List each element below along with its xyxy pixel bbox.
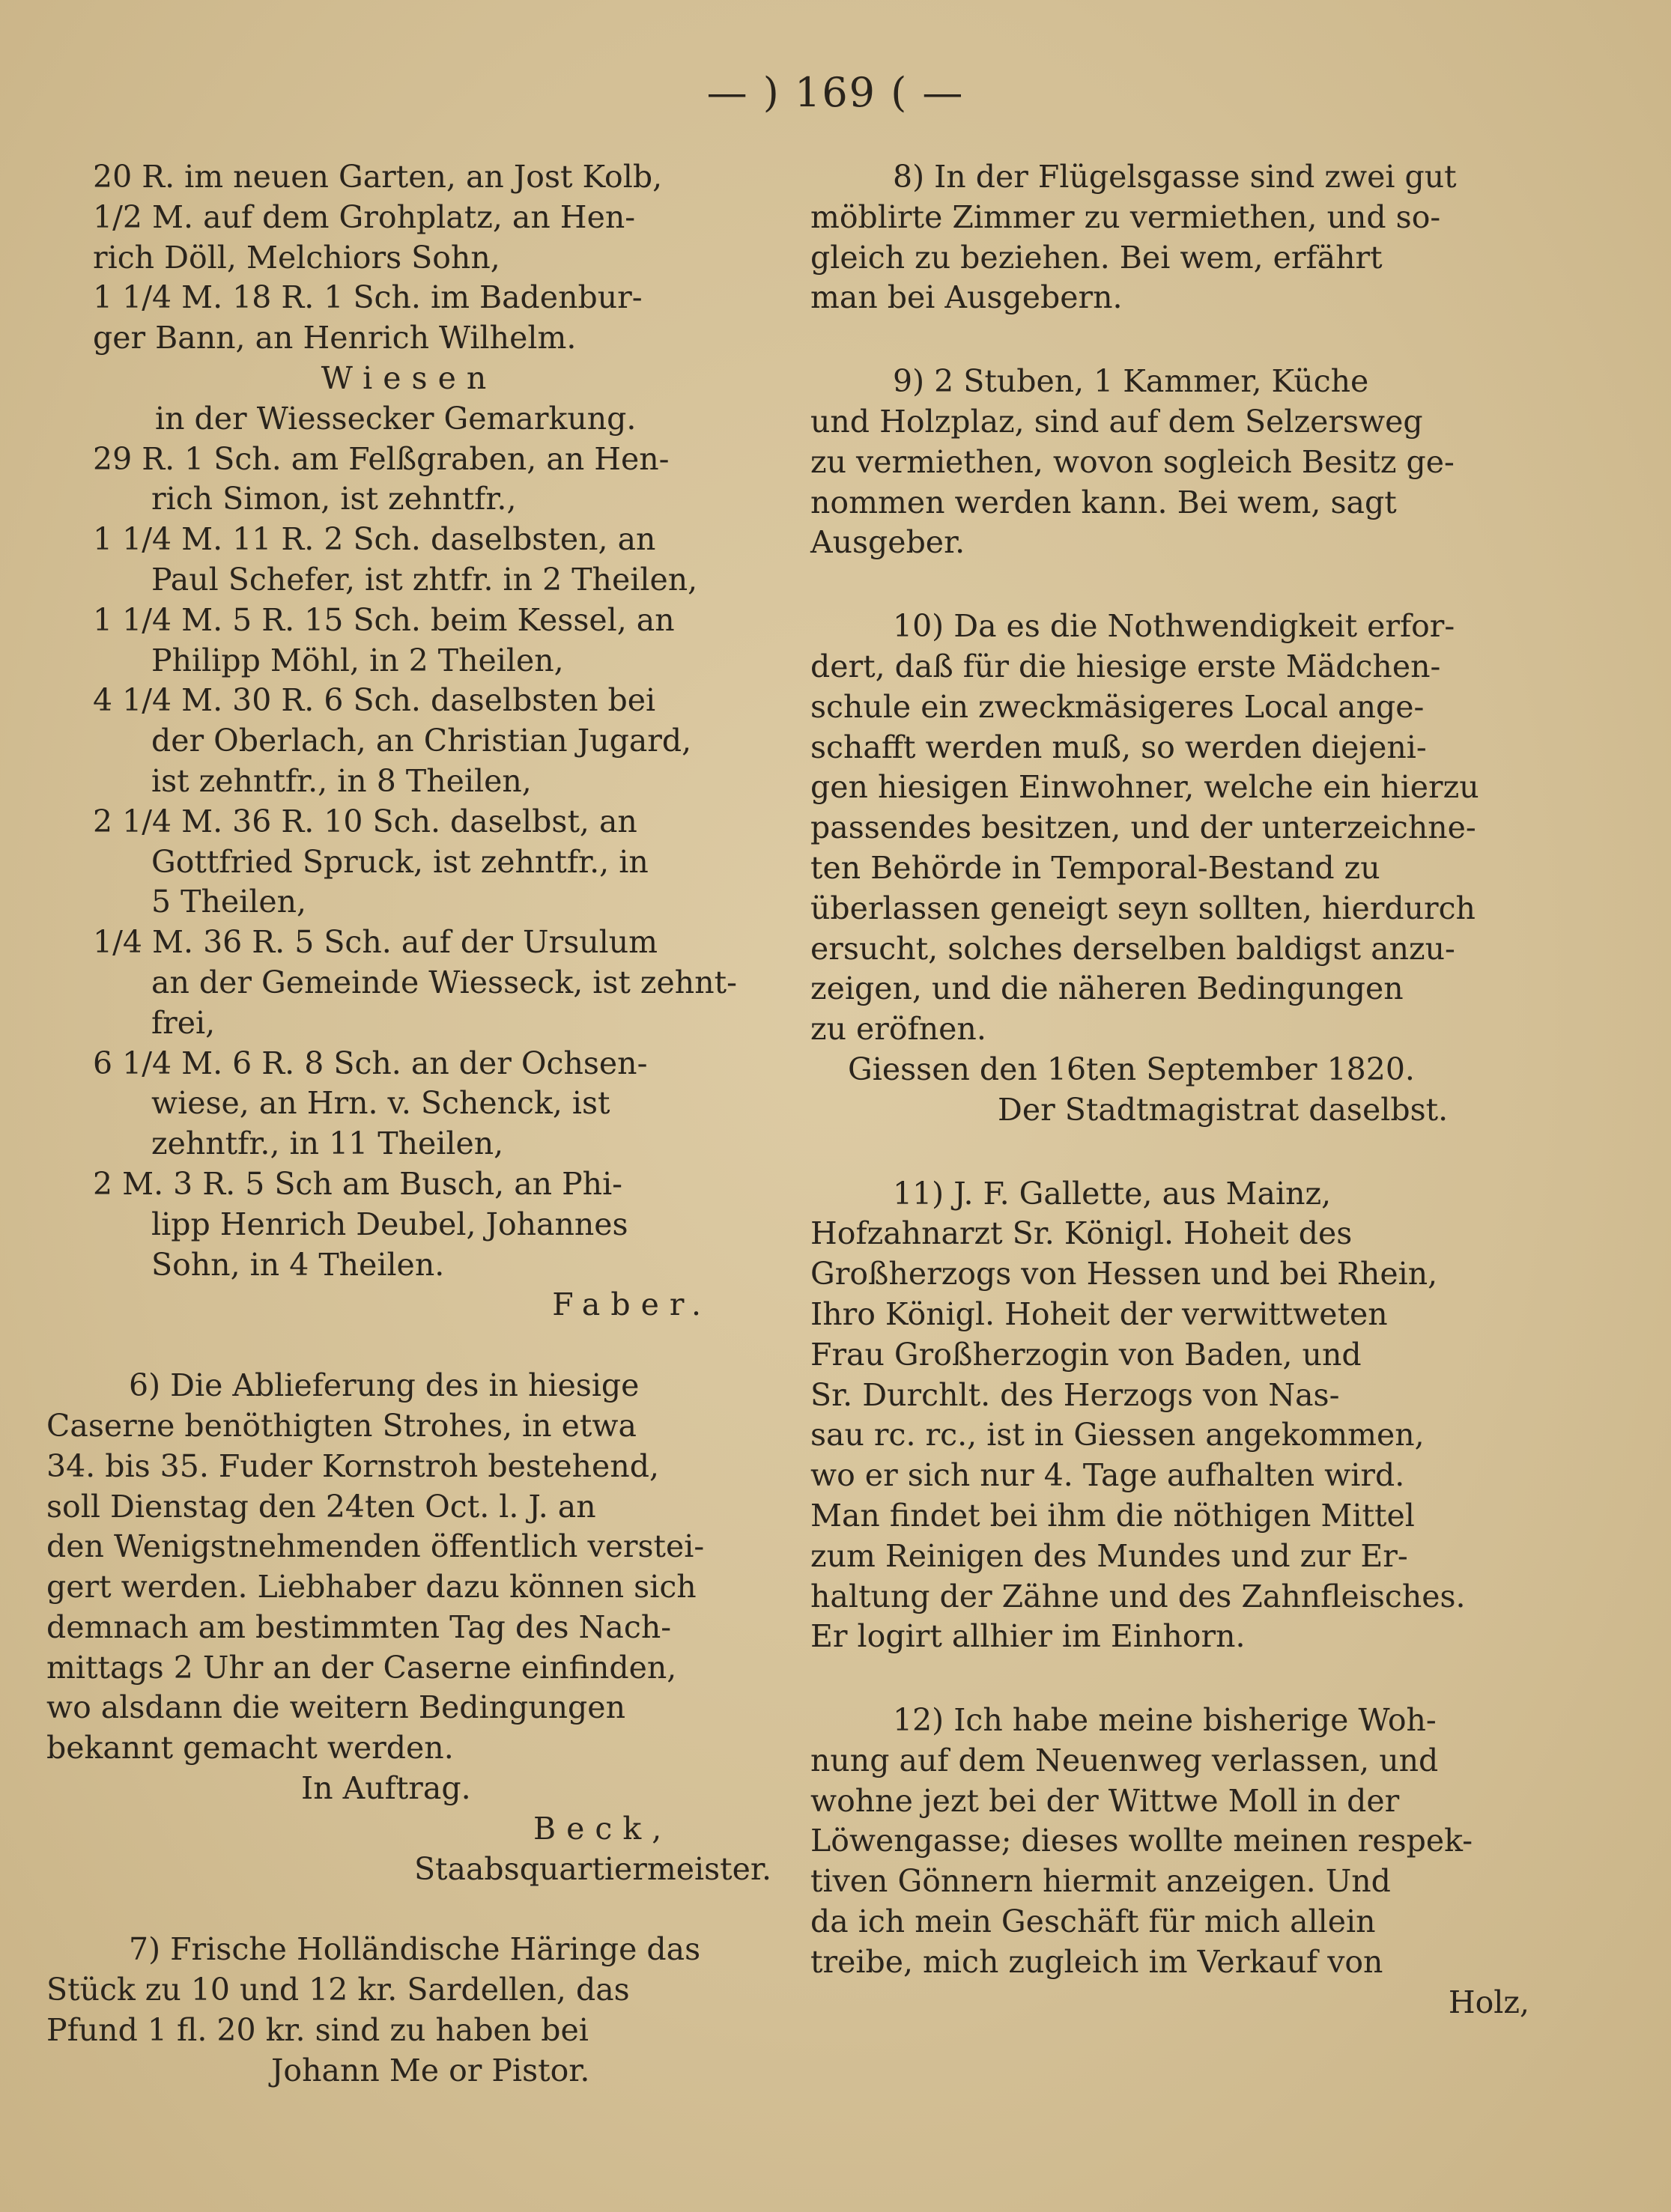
notice-line: gleich zu beziehen. Bei wem, erfährt bbox=[810, 239, 1383, 276]
list-item: 1 1/4 M. 18 R. 1 Sch. im Badenbur- bbox=[93, 279, 643, 316]
list-item: 1 1/4 M. 11 R. 2 Sch. daselbsten, an bbox=[93, 521, 656, 558]
page-number: — ) 169 ( — bbox=[706, 69, 965, 116]
catchword: Holz, bbox=[1448, 1984, 1529, 2020]
notice-line: Stück zu 10 und 12 kr. Sardellen, das bbox=[46, 1972, 630, 2008]
notice-line: gert werden. Liebhaber dazu können sich bbox=[46, 1569, 697, 1605]
notice-signature: Der Stadtmagistrat daselbst. bbox=[998, 1091, 1449, 1128]
notice-line: demnach am bestimmten Tag des Nach- bbox=[46, 1608, 672, 1645]
notice-line: Hofzahnarzt Sr. Königl. Hoheit des bbox=[810, 1215, 1353, 1252]
list-item: Paul Schefer, ist zhtfr. in 2 Theilen, bbox=[151, 561, 698, 598]
notice-11 bbox=[810, 1174, 1529, 1658]
notice-line: 6) Die Ablieferung des in hiesige bbox=[129, 1367, 640, 1404]
list-item: 1/4 M. 36 R. 5 Sch. auf der Ursulum bbox=[93, 924, 658, 961]
notice-line: soll Dienstag den 24ten Oct. l. J. an bbox=[46, 1488, 596, 1525]
notice-line: zeigen, und die näheren Bedingungen bbox=[810, 970, 1404, 1007]
notice-line: treibe, mich zugleich im Verkauf von bbox=[810, 1943, 1383, 1980]
list-item: 29 R. 1 Sch. am Felßgraben, an Hen- bbox=[93, 440, 670, 477]
notice-6 bbox=[46, 1366, 771, 1889]
list-item: 2 1/4 M. 36 R. 10 Sch. daselbst, an bbox=[93, 803, 637, 839]
notice-line: Er logirt allhier im Einhorn. bbox=[810, 1618, 1246, 1655]
meadow-list bbox=[46, 440, 771, 1286]
notice-line: zu vermiethen, wovon sogleich Besitz ge- bbox=[810, 443, 1455, 480]
notice-line: nung auf dem Neuenweg verlassen, und bbox=[810, 1742, 1439, 1778]
notice-line: 10) Da es die Nothwendigkeit erfor- bbox=[893, 608, 1455, 645]
notice-line: ersucht, solches derselben baldigst anzu- bbox=[810, 930, 1455, 967]
list-item: wiese, an Hrn. v. Schenck, ist bbox=[151, 1085, 610, 1122]
notice-line: zum Reinigen des Mundes und zur Er- bbox=[810, 1537, 1408, 1574]
left-column bbox=[46, 157, 771, 2091]
notice-line: passendes besitzen, und der unterzeichne- bbox=[810, 809, 1476, 846]
notice-line: wo alsdann die weitern Bedingungen bbox=[46, 1689, 625, 1726]
section-subheading: in der Wiessecker Gemarkung. bbox=[155, 400, 637, 437]
list-item: frei, bbox=[151, 1004, 216, 1041]
notice-line: wohne jezt bei der Wittwe Moll in der bbox=[810, 1782, 1400, 1819]
notice-line: Großherzogs von Hessen und bei Rhein, bbox=[810, 1256, 1438, 1292]
notice-line: da ich mein Geschäft für mich allein bbox=[810, 1903, 1376, 1940]
notice-line: überlassen geneigt seyn sollten, hierdurch bbox=[810, 890, 1476, 926]
notice-line: 8) In der Flügelsgasse sind zwei gut bbox=[893, 159, 1457, 195]
notice-signature-title: Staabsquartiermeister. bbox=[413, 1850, 771, 1887]
notice-line: haltung der Zähne und des Zahnfleisches. bbox=[810, 1578, 1466, 1614]
list-item: 20 R. im neuen Garten, an Jost Kolb, bbox=[93, 159, 663, 195]
list-item: an der Gemeinde Wiesseck, ist zehnt- bbox=[151, 964, 737, 1000]
notice-signature-name: Beck, bbox=[533, 1810, 673, 1847]
list-item: ger Bann, an Henrich Wilhelm. bbox=[93, 320, 577, 356]
notice-7 bbox=[46, 1930, 771, 2091]
notice-line: schule ein zweckmäsigeres Local ange- bbox=[810, 688, 1425, 725]
notice-line: 34. bis 35. Fuder Kornstroh bestehend, bbox=[46, 1447, 659, 1484]
notice-line: und Holzplaz, sind auf dem Selzersweg bbox=[810, 403, 1423, 440]
list-item: Gottfried Spruck, ist zehntfr., in bbox=[151, 843, 649, 880]
notice-line: nommen werden kann. Bei wem, sagt bbox=[810, 484, 1397, 520]
right-column bbox=[810, 157, 1529, 2023]
section-heading-wiesen: Wiesen bbox=[321, 359, 497, 396]
notice-12 bbox=[810, 1701, 1529, 2023]
list-item: Philipp Möhl, in 2 Theilen, bbox=[151, 642, 564, 678]
notice-line: gen hiesigen Einwohner, welche ein hierzu bbox=[810, 769, 1479, 806]
notice-line: tiven Gönnern hiermit anzeigen. Und bbox=[810, 1863, 1391, 1900]
notice-line: Ihro Königl. Hoheit der verwittweten bbox=[810, 1295, 1388, 1332]
notice-line: möblirte Zimmer zu vermiethen, und so- bbox=[810, 198, 1441, 235]
notice-line: sau rc. rc., ist in Giessen angekommen, bbox=[810, 1417, 1425, 1453]
notice-8 bbox=[810, 157, 1529, 318]
notice-line: Frau Großherzogin von Baden, und bbox=[810, 1336, 1362, 1373]
list-item: 1 1/4 M. 5 R. 15 Sch. beim Kessel, an bbox=[93, 601, 675, 638]
notice-line: Löwengasse; dieses wollte meinen respek- bbox=[810, 1823, 1473, 1859]
notice-auftrag: In Auftrag. bbox=[301, 1770, 471, 1807]
list-item: 5 Theilen, bbox=[151, 884, 307, 920]
notice-line: Pfund 1 fl. 20 kr. sind zu haben bei bbox=[46, 2012, 589, 2049]
signature-faber: Faber. bbox=[552, 1286, 712, 1323]
notice-line: wo er sich nur 4. Tage aufhalten wird. bbox=[810, 1457, 1405, 1494]
notice-line: mittags 2 Uhr an der Caserne einfinden, bbox=[46, 1649, 677, 1686]
notice-line: ten Behörde in Temporal-Bestand zu bbox=[810, 849, 1380, 886]
list-item: 1/2 M. auf dem Grohplatz, an Hen- bbox=[93, 198, 636, 235]
list-item: lipp Henrich Deubel, Johannes bbox=[151, 1206, 628, 1242]
notice-line: Sr. Durchlt. des Herzogs von Nas- bbox=[810, 1376, 1340, 1413]
notice-line: Ausgeber. bbox=[810, 524, 965, 561]
notice-line: zu eröfnen. bbox=[810, 1011, 986, 1048]
list-item: rich Simon, ist zehntfr., bbox=[151, 481, 517, 517]
notice-line: 7) Frische Holländische Häringe das bbox=[129, 1931, 701, 1968]
notice-line: dert, daß für die hiesige erste Mädchen- bbox=[810, 648, 1441, 684]
land-list-continued bbox=[46, 157, 771, 359]
notice-line: 9) 2 Stuben, 1 Kammer, Küche bbox=[893, 363, 1369, 400]
list-item: 6 1/4 M. 6 R. 8 Sch. an der Ochsen- bbox=[93, 1045, 648, 1081]
notice-9 bbox=[810, 362, 1529, 563]
notice-line: den Wenigstnehmenden öffentlich verstei- bbox=[46, 1528, 705, 1565]
notice-line: 12) Ich habe meine bisherige Woh- bbox=[893, 1702, 1437, 1739]
notice-line: bekannt gemacht werden. bbox=[46, 1730, 454, 1766]
notice-date: Giessen den 16ten September 1820. bbox=[848, 1051, 1415, 1087]
list-item: 4 1/4 M. 30 R. 6 Sch. daselbsten bei bbox=[93, 682, 656, 719]
list-item: zehntfr., in 11 Theilen, bbox=[151, 1125, 504, 1162]
list-item: Sohn, in 4 Theilen. bbox=[151, 1246, 445, 1283]
notice-line: Man findet bei ihm die nöthigen Mittel bbox=[810, 1497, 1415, 1534]
list-item: ist zehntfr., in 8 Theilen, bbox=[151, 762, 532, 799]
notice-line: Caserne benöthigten Strohes, in etwa bbox=[46, 1407, 637, 1444]
notice-10 bbox=[810, 607, 1529, 1130]
notice-signature-name: Johann Me or Pistor. bbox=[271, 2052, 590, 2088]
notice-line: 11) J. F. Gallette, aus Mainz, bbox=[893, 1175, 1332, 1212]
notice-line: man bei Ausgebern. bbox=[810, 279, 1123, 316]
list-item: rich Döll, Melchiors Sohn, bbox=[93, 239, 500, 276]
notice-line: schafft werden muß, so werden diejeni- bbox=[810, 729, 1427, 765]
list-item: der Oberlach, an Christian Jugard, bbox=[151, 723, 692, 759]
list-item: 2 M. 3 R. 5 Sch am Busch, an Phi- bbox=[93, 1165, 623, 1202]
